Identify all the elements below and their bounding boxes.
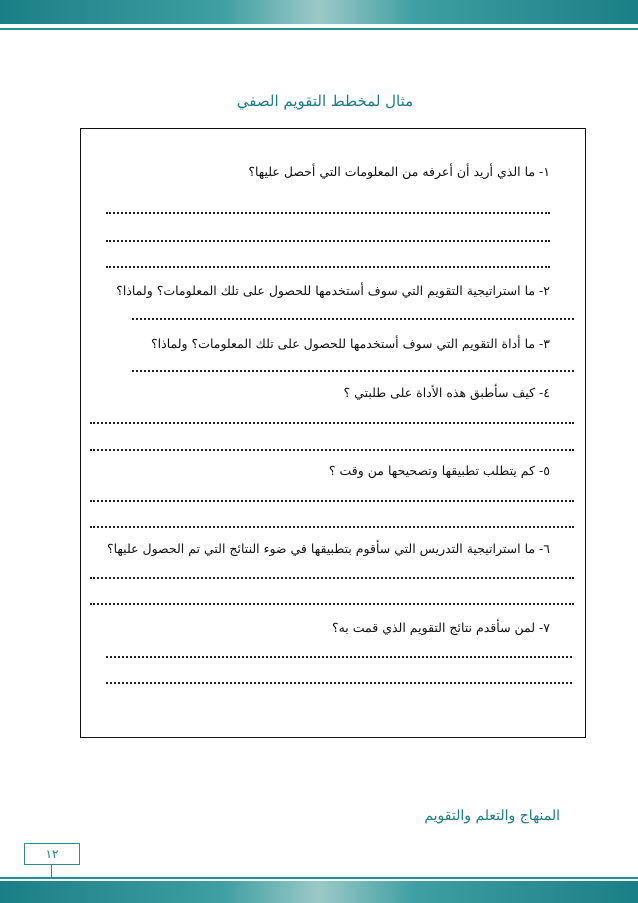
answer-line-2: [132, 318, 574, 320]
answer-line-6a: [90, 577, 574, 579]
question-7: ٧- لمن سأقدم نتائج التقويم الذي قمت به؟: [331, 620, 550, 635]
answer-line-6b: [90, 603, 574, 605]
planning-form-frame: [80, 128, 586, 738]
footer-title: المنهاج والتعلم والتقويم: [424, 808, 560, 824]
answer-line-5b: [90, 526, 574, 528]
answer-line-3: [132, 370, 574, 372]
answer-line-4a: [90, 422, 574, 424]
question-5: ٥- كم يتطلب تطبيقها وتصحيحها من وقت ؟: [328, 463, 550, 478]
bottom-divider: [0, 877, 638, 879]
question-6: ٦- ما استراتيجية التدريس التي سأقوم بتطبيقها في ضوء النتائج التي تم الحصول عليها؟: [106, 541, 550, 556]
answer-line-4b: [90, 449, 574, 451]
answer-line-5a: [90, 500, 574, 502]
top-divider: [0, 28, 638, 30]
answer-line-7b: [106, 682, 572, 684]
bottom-decorative-bar: [0, 881, 638, 903]
question-3: ٣- ما أداة التقويم التي سوف أستخدمها للحصول على تلك المعلومات؟ ولماذا؟: [151, 336, 550, 351]
page-title: مثال لمخطط التقويم الصفي: [236, 92, 414, 110]
answer-line-1a: [106, 212, 550, 214]
question-1: ١- ما الذي أريد أن أعرفه من المعلومات التي أحصل عليها؟: [248, 164, 550, 179]
answer-line-1c: [106, 266, 550, 268]
question-4: ٤- كيف سأطبق هذه الأداة على طلبتي ؟: [343, 385, 550, 400]
question-2: ٢- ما استراتيجية التقويم التي سوف أستخدمها للحصول على تلك المعلومات؟ ولماذا؟: [116, 283, 550, 298]
top-decorative-bar: [0, 0, 638, 24]
page-number: ١٢: [24, 843, 80, 865]
answer-line-7a: [106, 656, 572, 658]
answer-line-1b: [106, 240, 550, 242]
